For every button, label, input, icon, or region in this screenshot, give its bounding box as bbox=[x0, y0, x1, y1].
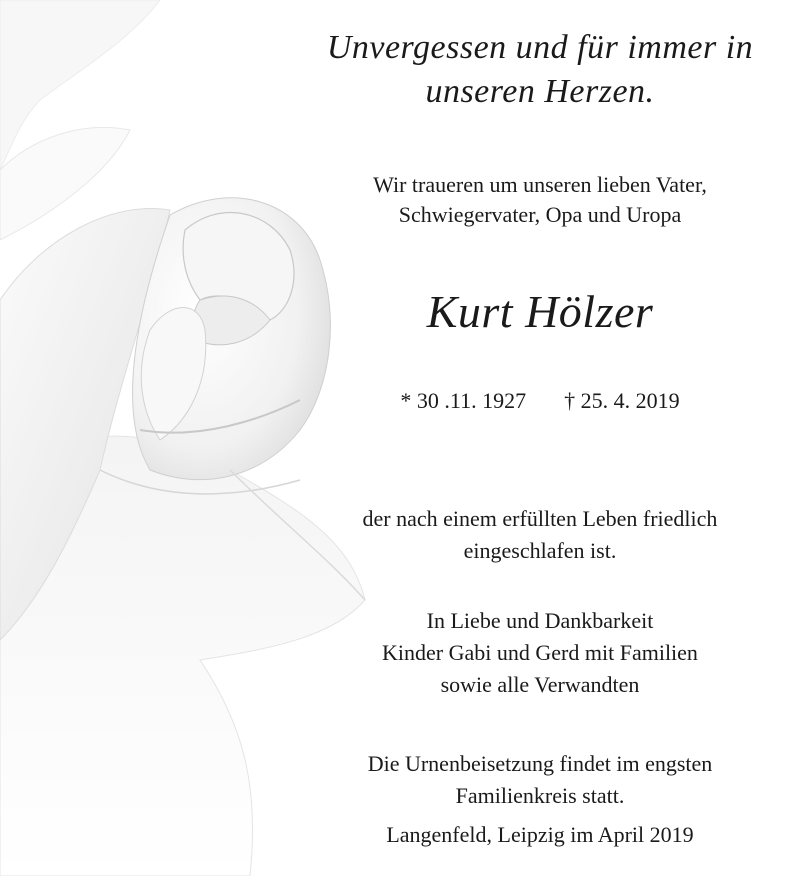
urn-line-2: Familienkreis statt. bbox=[455, 783, 625, 808]
signature-line-2: Kinder Gabi und Gerd mit Familien bbox=[382, 640, 698, 665]
deceased-name: Kurt Hölzer bbox=[426, 286, 654, 337]
urn-line-1: Die Urnenbeisetzung findet im engsten bbox=[367, 751, 713, 776]
life-text bbox=[300, 503, 780, 567]
signature-line-1: In Liebe und Dankbarkeit bbox=[426, 608, 654, 633]
headline-line-1: Unvergessen und für immer in bbox=[326, 29, 754, 66]
life-line-1: der nach einem erfüllten Leben friedlich bbox=[362, 506, 718, 531]
place-date: Langenfeld, Leipzig im April 2019 bbox=[386, 822, 694, 847]
intro-line-1: Wir traueren um unseren lieben Vater, bbox=[373, 172, 707, 197]
life-line-2: eingeschlafen ist. bbox=[463, 538, 617, 563]
urn-notice bbox=[300, 748, 780, 812]
intro-text bbox=[300, 170, 780, 230]
intro-line-2: Schwiegervater, Opa und Uropa bbox=[398, 202, 682, 227]
headline bbox=[300, 26, 780, 114]
white-rose-image bbox=[0, 0, 380, 876]
death-date: † 25. 4. 2019 bbox=[564, 388, 680, 413]
signature-block bbox=[300, 605, 780, 701]
birth-date: * 30 .11. 1927 bbox=[400, 388, 527, 413]
life-dates bbox=[300, 386, 780, 416]
headline-line-2: unseren Herzen. bbox=[425, 73, 655, 110]
signature-line-3: sowie alle Verwandten bbox=[440, 672, 640, 697]
